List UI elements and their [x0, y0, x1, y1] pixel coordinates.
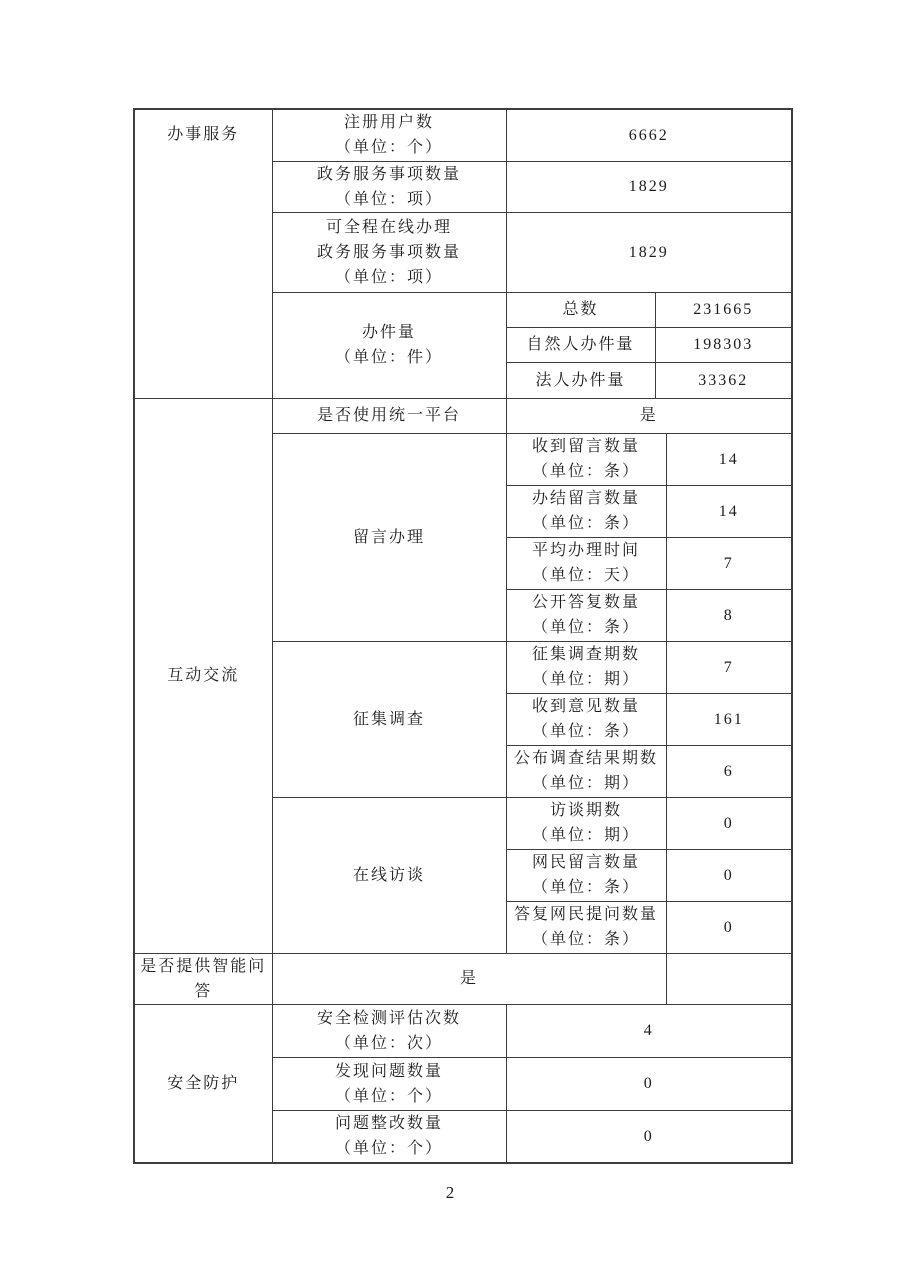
row-label-questions-answered: 答复网民提问数量 （单位：条）: [506, 901, 666, 953]
row-value-unified-platform: 是: [506, 398, 792, 433]
row-label-assessments: 安全检测评估次数 （单位：次）: [272, 1004, 506, 1057]
section-label-interaction: [134, 398, 272, 953]
row-value-cases-total: 231665: [655, 292, 792, 327]
row-label-netizen-messages: 网民留言数量 （单位：条）: [506, 849, 666, 901]
row-value-smart-qa: 是: [272, 953, 666, 1004]
row-label-problems-found: 发现问题数量 （单位：个）: [272, 1057, 506, 1110]
row-label-problems-rectified: 问题整改数量 （单位：个）: [272, 1110, 506, 1163]
row-value-questions-answered: 0: [666, 901, 792, 953]
row-label-interview-periods: 访谈期数 （单位：期）: [506, 797, 666, 849]
section-label-service: [134, 109, 272, 398]
row-value-assessments: 4: [506, 1004, 792, 1057]
section-title: 办事服务: [167, 126, 240, 143]
row-label-cases-total: 总数: [506, 292, 655, 327]
row-label-cases-legal: 法人办件量: [506, 362, 655, 398]
row-label-messages-received: 收到留言数量 （单位：条）: [506, 433, 666, 485]
row-value-survey-periods: 7: [666, 641, 792, 693]
section-title: 互动交流: [167, 667, 240, 684]
annual-report-table: [133, 108, 793, 1164]
group-label-message-handling: 留言办理: [272, 433, 506, 641]
row-value-public-replies: 8: [666, 589, 792, 641]
row-label-public-replies: 公开答复数量 （单位：条）: [506, 589, 666, 641]
group-label-cases: 办件量 （单位：件）: [272, 292, 506, 398]
row-label-results-published: 公布调查结果期数 （单位：期）: [506, 745, 666, 797]
row-label-cases-natural: 自然人办件量: [506, 327, 655, 362]
row-value-online-items: 1829: [506, 212, 792, 292]
page-number: 2: [445, 1183, 455, 1202]
row-label-messages-completed: 办结留言数量 （单位：条）: [506, 485, 666, 537]
row-label-smart-qa: 是否提供智能问答: [134, 953, 272, 1004]
row-value-cases-legal: 33362: [655, 362, 792, 398]
row-value-problems-rectified: 0: [506, 1110, 792, 1163]
row-value-service-items: 1829: [506, 161, 792, 212]
section-label-security: [134, 1004, 272, 1163]
row-value-messages-completed: 14: [666, 485, 792, 537]
row-value-interview-periods: 0: [666, 797, 792, 849]
row-value-problems-found: 0: [506, 1057, 792, 1110]
row-label-survey-periods: 征集调查期数 （单位：期）: [506, 641, 666, 693]
row-value-messages-received: 14: [666, 433, 792, 485]
row-label-opinions-received: 收到意见数量 （单位：条）: [506, 693, 666, 745]
row-label-unified-platform: 是否使用统一平台: [272, 398, 506, 433]
row-value-results-published: 6: [666, 745, 792, 797]
group-label-surveys: 征集调查: [272, 641, 506, 797]
group-label-interviews: 在线访谈: [272, 797, 506, 953]
row-value-netizen-messages: 0: [666, 849, 792, 901]
row-label-service-items: 政务服务事项数量 （单位：项）: [272, 161, 506, 212]
row-label-registered-users: 注册用户数 （单位：个）: [272, 109, 506, 161]
row-label-avg-handling-time: 平均办理时间 （单位：天）: [506, 537, 666, 589]
section-title: 安全防护: [167, 1074, 240, 1092]
row-label-online-items: 可全程在线办理 政务服务事项数量 （单位：项）: [272, 212, 506, 292]
row-value-registered-users: 6662: [506, 109, 792, 161]
row-value-cases-natural: 198303: [655, 327, 792, 362]
row-value-avg-handling-time: 7: [666, 537, 792, 589]
row-value-opinions-received: 161: [666, 693, 792, 745]
